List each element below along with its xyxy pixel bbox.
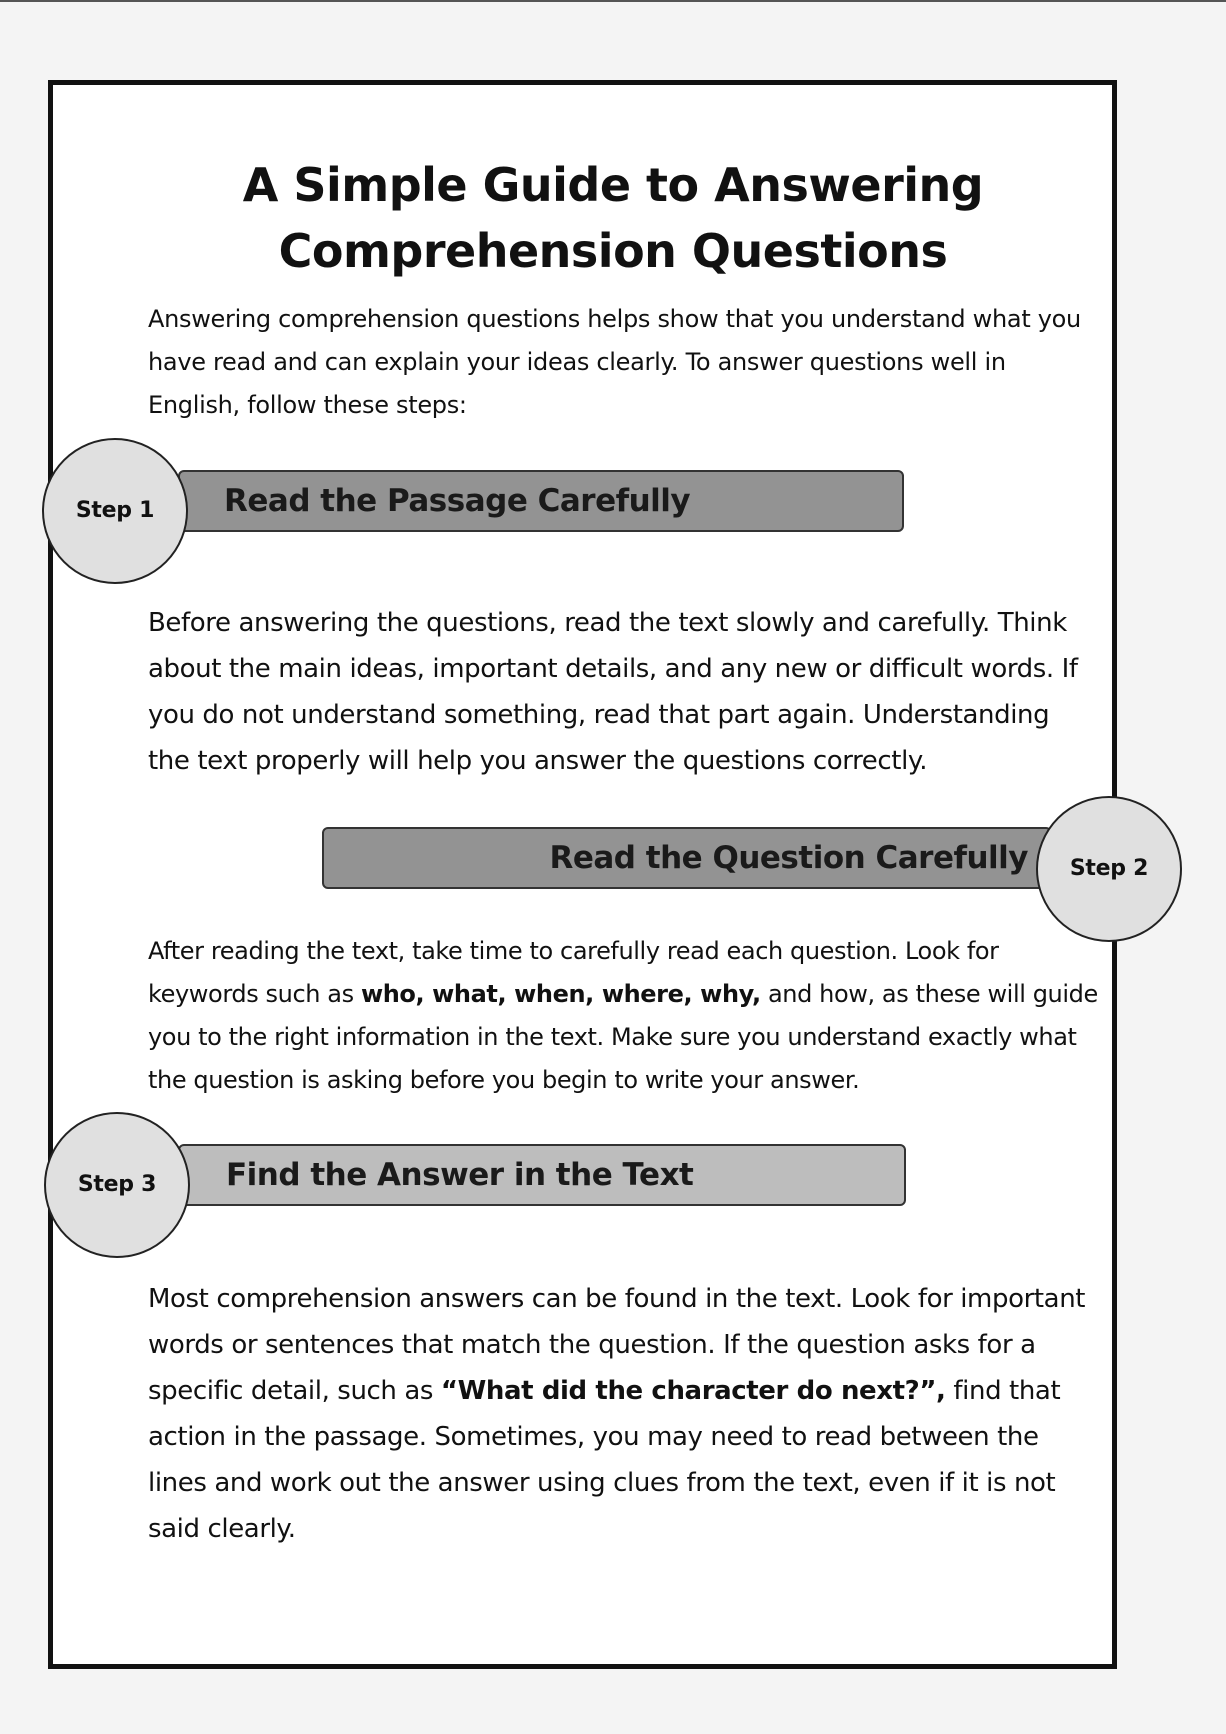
step-3-badge-label: Step 3 bbox=[77, 1172, 157, 1197]
step-1-heading-bar bbox=[178, 470, 904, 532]
step-2-paragraph bbox=[148, 930, 1098, 1102]
step-2-badge bbox=[1036, 796, 1182, 942]
step-1-badge-label: Step 1 bbox=[75, 498, 155, 523]
intro-paragraph: Answering comprehension questions helps show that you understand what you have read and can explain your ideas clearly. To answer questions well in English, follow these steps: bbox=[148, 305, 1081, 419]
title-line-1: A Simple Guide to Answering bbox=[242, 158, 984, 212]
title-line-2: Comprehension Questions bbox=[278, 224, 948, 278]
step-2-text-after: and how, as these will guide you to the right information in the text. Make sure you understand exactly what the question is asking before you begin to write your answer. bbox=[148, 980, 1098, 1094]
step-3-paragraph bbox=[148, 1276, 1098, 1552]
step-1-badge bbox=[42, 438, 188, 584]
top-edge-line bbox=[0, 0, 1226, 2]
step-1-heading: Read the Passage Carefully bbox=[224, 483, 691, 519]
step-3-badge bbox=[44, 1112, 190, 1258]
step-3-example-question: “What did the character do next?”, bbox=[440, 1376, 946, 1406]
step-2-badge-label: Step 2 bbox=[1069, 856, 1149, 881]
step-3-heading-bar bbox=[178, 1144, 906, 1206]
step-2-text-before: After reading the text, take time to carefully read each question. Look for keywords such as bbox=[148, 937, 999, 1008]
step-2-heading-bar bbox=[322, 827, 1052, 889]
step-2-keywords: who, what, when, where, why, bbox=[360, 980, 761, 1008]
step-1-paragraph: Before answering the questions, read the text slowly and carefully. Think about the main ideas, important details, and any new or difficult words. If you do not understand something, read that part again. Understanding the text properly will help you answer the questions correctly. bbox=[148, 608, 1078, 776]
page-title bbox=[0, 152, 1226, 284]
step-3-heading: Find the Answer in the Text bbox=[226, 1157, 694, 1193]
step-3-text-before: Most comprehension answers can be found in the text. Look for important words or sentences that match the question. If the question asks for a specific detail, such as bbox=[148, 1284, 1086, 1406]
step-2-heading: Read the Question Carefully bbox=[549, 840, 1028, 876]
step-3-text-after: find that action in the passage. Sometimes, you may need to read between the lines and work out the answer using clues from the text, even if it is not said clearly. bbox=[148, 1376, 1061, 1544]
